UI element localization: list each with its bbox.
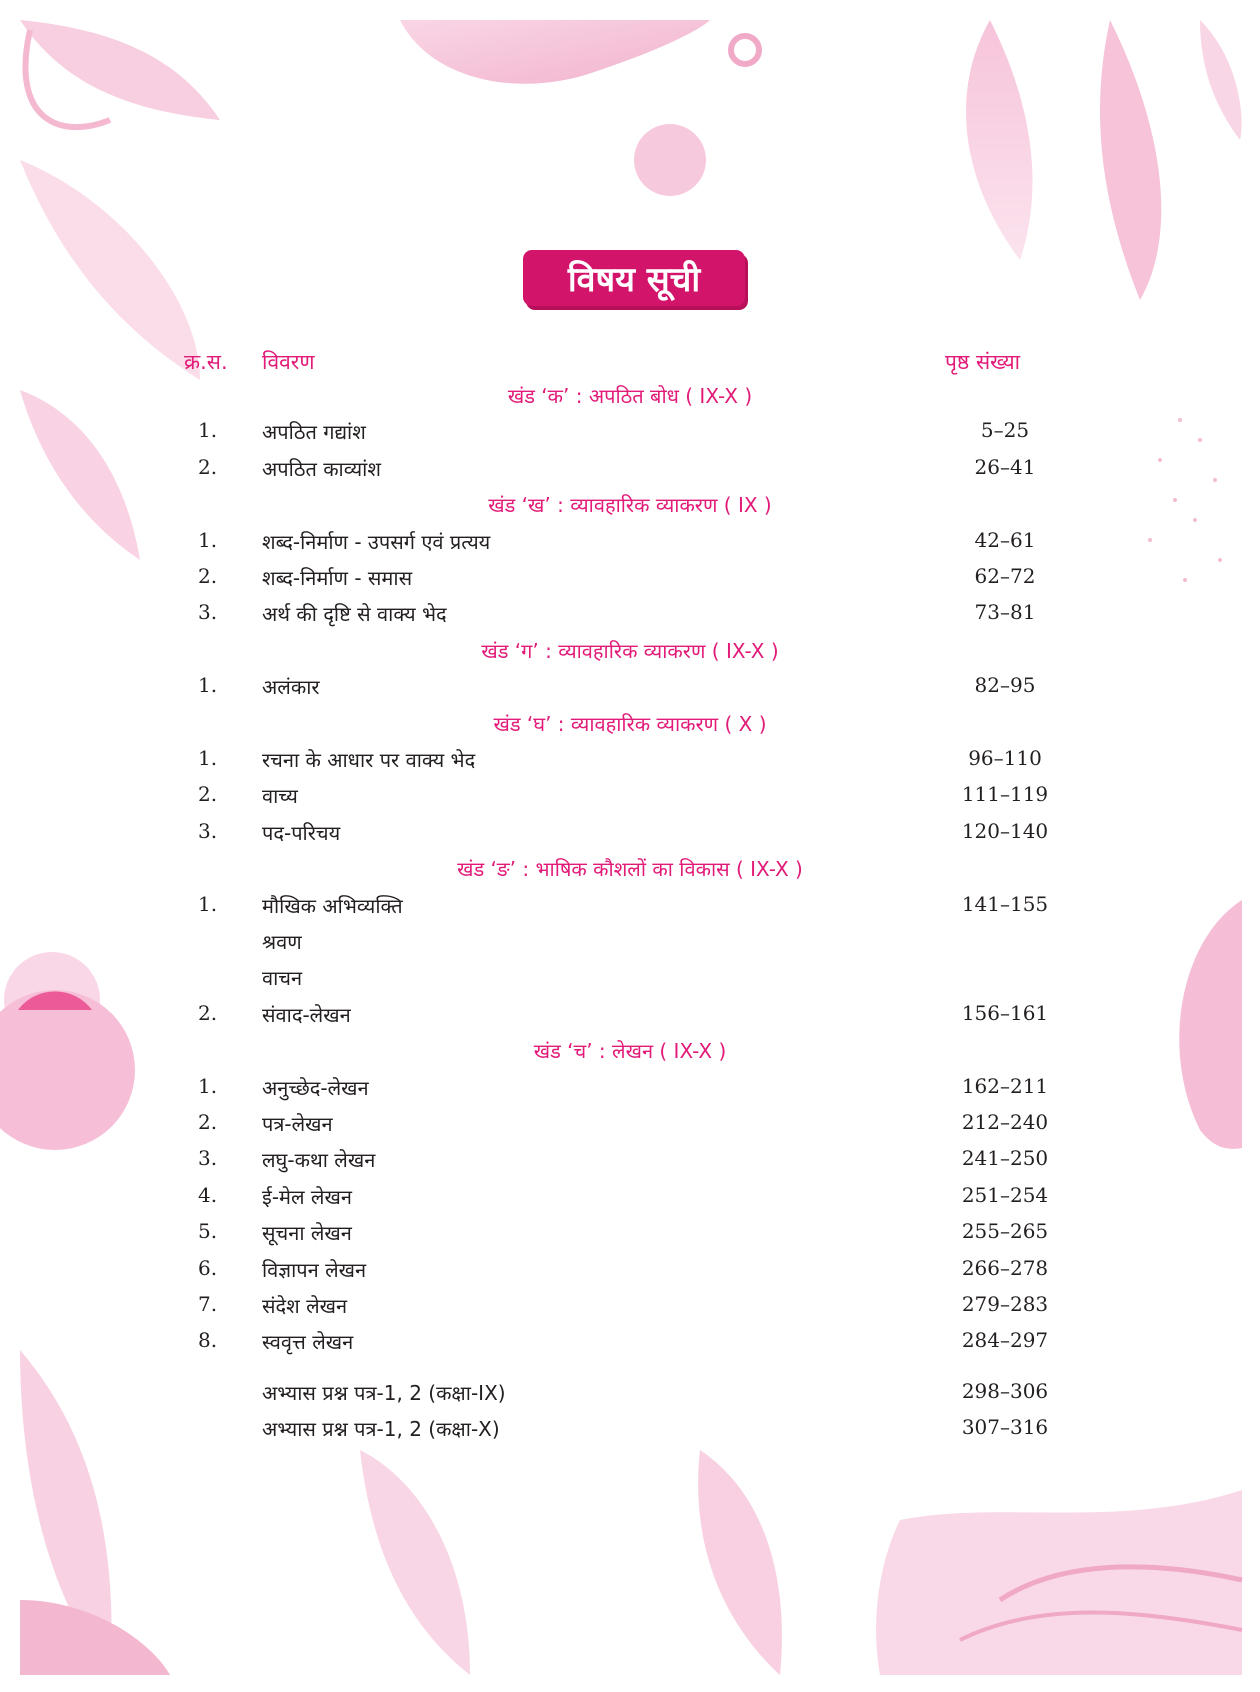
toc-row-number: 2. bbox=[198, 564, 218, 588]
toc-row-number: 2. bbox=[198, 1000, 218, 1025]
toc-row-title: अपठित काव्यांश bbox=[262, 456, 381, 481]
toc-row[interactable] bbox=[0, 1074, 1260, 1108]
toc-row-pages: 62–72 bbox=[974, 564, 1036, 588]
toc-row-title: वाचन bbox=[262, 966, 303, 991]
toc-row-pages: 279–283 bbox=[961, 1292, 1049, 1316]
toc-row-pages: 120–140 bbox=[961, 818, 1049, 843]
toc-row-number: 1. bbox=[198, 527, 218, 552]
toc-row-title: शब्द-निर्माण - उपसर्ग एवं प्रत्यय bbox=[262, 529, 491, 554]
section-heading: खंड ‘ग’ : व्यावहारिक व्याकरण ( IX-X ) bbox=[481, 638, 779, 663]
column-header-serial: क्र.स. bbox=[184, 350, 228, 374]
toc-row[interactable] bbox=[0, 1001, 1260, 1035]
toc-row[interactable] bbox=[0, 1146, 1260, 1180]
toc-row-title: संवाद-लेखन bbox=[262, 1002, 351, 1027]
section-heading: खंड ‘घ’ : व्यावहारिक व्याकरण ( X ) bbox=[493, 711, 767, 736]
page-title-box bbox=[523, 250, 745, 306]
toc-row-title: ई-मेल लेखन bbox=[262, 1184, 352, 1209]
toc-row[interactable] bbox=[0, 892, 1260, 926]
toc-row-title: विज्ञापन लेखन bbox=[262, 1257, 367, 1282]
toc-row-number: 3. bbox=[198, 818, 218, 843]
toc-row-number: 7. bbox=[198, 1292, 218, 1316]
toc-row-title: अपठित गद्यांश bbox=[262, 420, 366, 445]
toc-row-number: 1. bbox=[198, 1073, 218, 1098]
toc-row-number: 1. bbox=[198, 746, 218, 770]
toc-row-pages: 156–161 bbox=[961, 1000, 1049, 1025]
toc-row[interactable] bbox=[0, 528, 1260, 562]
section-heading: खंड ‘क’ : अपठित बोध ( IX-X ) bbox=[507, 384, 753, 408]
toc-row-title: शब्द-निर्माण - समास bbox=[262, 566, 413, 590]
toc-row-pages: 42–61 bbox=[974, 527, 1036, 552]
practice-paper-row[interactable] bbox=[0, 1415, 1260, 1449]
toc-row-number: 4. bbox=[198, 1182, 218, 1207]
toc-row-title: अनुच्छेद-लेखन bbox=[262, 1075, 369, 1100]
toc-row-title: मौखिक अभिव्यक्ति bbox=[262, 893, 403, 918]
toc-row-pages: 73–81 bbox=[974, 600, 1036, 625]
practice-paper-title: अभ्यास प्रश्न पत्र-1, 2 (कक्षा-IX) bbox=[262, 1380, 506, 1405]
toc-row-number: 5. bbox=[198, 1219, 218, 1244]
toc-row-title: पद-परिचय bbox=[262, 820, 341, 845]
toc-row-number: 3. bbox=[198, 1146, 218, 1171]
toc-row[interactable] bbox=[0, 1292, 1260, 1326]
toc-row-pages: 111–119 bbox=[961, 782, 1049, 807]
toc-row-pages: 96–110 bbox=[968, 746, 1042, 770]
toc-row[interactable] bbox=[0, 1110, 1260, 1144]
toc-row[interactable] bbox=[0, 418, 1260, 452]
section-heading: खंड ‘च’ : लेखन ( IX-X ) bbox=[533, 1039, 727, 1064]
toc-row-number: 2. bbox=[198, 1110, 218, 1134]
toc-row-number: 6. bbox=[198, 1255, 218, 1280]
toc-row-number: 1. bbox=[198, 673, 218, 698]
toc-row-title: रचना के आधार पर वाक्य भेद bbox=[262, 748, 476, 772]
toc-row-pages: 5–25 bbox=[980, 418, 1030, 443]
toc-row[interactable] bbox=[0, 673, 1260, 707]
toc-row-pages: 162–211 bbox=[961, 1073, 1049, 1098]
toc-row[interactable] bbox=[0, 1328, 1260, 1362]
column-header-description: विवरण bbox=[262, 350, 315, 374]
toc-row-title: वाच्य bbox=[262, 784, 298, 809]
toc-row-title: सूचना लेखन bbox=[262, 1221, 352, 1246]
toc-row-number: 1. bbox=[198, 891, 218, 916]
toc-row-number: 8. bbox=[198, 1328, 218, 1353]
toc-row-pages: 212–240 bbox=[961, 1110, 1049, 1134]
toc-row-pages: 141–155 bbox=[961, 891, 1049, 916]
toc-row-number: 1. bbox=[198, 418, 218, 443]
section-heading: खंड ‘ख’ : व्यावहारिक व्याकरण ( IX ) bbox=[488, 493, 772, 518]
toc-row[interactable] bbox=[0, 928, 1260, 962]
toc-row-title: श्रवण bbox=[262, 930, 302, 954]
toc-row[interactable] bbox=[0, 1219, 1260, 1253]
practice-paper-row[interactable] bbox=[0, 1379, 1260, 1413]
toc-row-pages: 266–278 bbox=[961, 1255, 1049, 1280]
toc-row-number: 2. bbox=[198, 782, 218, 807]
toc-row-pages: 241–250 bbox=[961, 1146, 1049, 1171]
toc-row[interactable] bbox=[0, 964, 1260, 998]
toc-row[interactable] bbox=[0, 1183, 1260, 1217]
toc-row-pages: 251–254 bbox=[961, 1182, 1049, 1207]
toc-row[interactable] bbox=[0, 1256, 1260, 1290]
column-header-pages: पृष्ठ संख्या bbox=[945, 350, 1021, 374]
toc-row-pages: 82–95 bbox=[974, 673, 1036, 698]
section-heading: खंड ‘ङ’ : भाषिक कौशलों का विकास ( IX-X ) bbox=[457, 857, 803, 882]
toc-row[interactable] bbox=[0, 819, 1260, 853]
practice-paper-pages: 307–316 bbox=[961, 1415, 1049, 1440]
toc-row-title: अर्थ की दृष्टि से वाक्य भेद bbox=[262, 602, 447, 627]
toc-row-title: पत्र-लेखन bbox=[262, 1112, 333, 1136]
toc-row-number: 2. bbox=[198, 454, 218, 479]
toc-row[interactable] bbox=[0, 564, 1260, 598]
toc-row-pages: 26–41 bbox=[974, 454, 1036, 479]
toc-row-pages: 255–265 bbox=[961, 1219, 1049, 1244]
practice-paper-title: अभ्यास प्रश्न पत्र-1, 2 (कक्षा-X) bbox=[262, 1417, 500, 1442]
toc-row-title: स्ववृत्त लेखन bbox=[262, 1330, 354, 1355]
toc-row[interactable] bbox=[0, 455, 1260, 489]
toc-row-number: 3. bbox=[198, 600, 218, 625]
toc-row-title: लघु-कथा लेखन bbox=[262, 1148, 376, 1173]
practice-paper-pages: 298–306 bbox=[961, 1378, 1049, 1403]
toc-row[interactable] bbox=[0, 600, 1260, 634]
toc-row[interactable] bbox=[0, 782, 1260, 816]
toc-row-title: अलंकार bbox=[262, 675, 320, 700]
toc-row-title: संदेश लेखन bbox=[262, 1294, 348, 1318]
toc-row[interactable] bbox=[0, 746, 1260, 780]
toc-row-pages: 284–297 bbox=[961, 1328, 1049, 1353]
page-title: विषय सूची bbox=[567, 260, 701, 300]
